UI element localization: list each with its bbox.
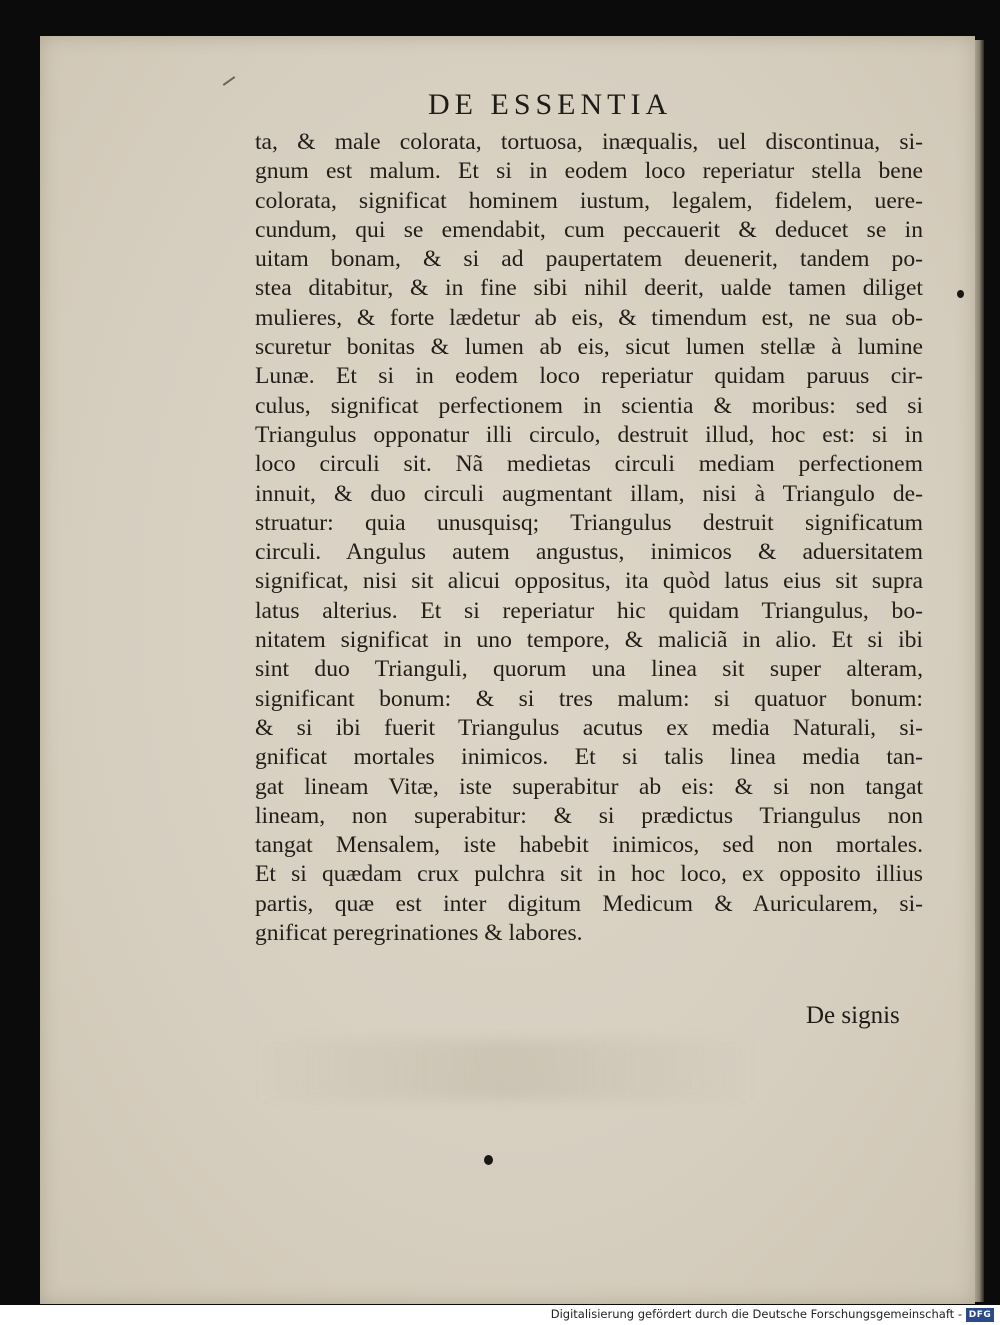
text-line: partis, quæ est inter digitum Medicum & Auricularem, si- (255, 890, 923, 917)
text-line: tangat Mensalem, iste habebit inimicos, sed non mortales. (255, 832, 923, 859)
text-line: mulieres, & forte lædetur ab eis, & timendum est, ne sua ob- (255, 304, 923, 331)
text-line: cundum, qui se emendabit, cum peccauerit & deducet se in (255, 216, 923, 243)
text-line: ta, & male colorata, tortuosa, inæqualis, uel discontinua, si- (255, 129, 923, 155)
text-line: latus alterius. Et si reperiatur hic quidam Triangulus, bo- (255, 597, 923, 624)
text-line: culus, significat perfectionem in scientia & moribus: sed si (255, 392, 923, 419)
text-line: gnificat mortales inimicos. Et si talis linea media tan- (255, 744, 923, 771)
text-line: significant bonum: & si tres malum: si quatuor bonum: (255, 685, 923, 712)
text-line: loco circuli sit. Nã medietas circuli mediam perfectionem (255, 451, 923, 478)
text-line: colorata, significat hominem iustum, legalem, fidelem, uere- (255, 187, 923, 214)
bottom-dot (484, 1155, 493, 1165)
text-line: gnum est malum. Et si in eodem loco reperiatur stella bene (255, 158, 923, 185)
running-head: DE ESSENTIA (428, 88, 673, 121)
text-line: uitam bonam, & si ad paupertatem deuenerit, tandem po- (255, 246, 923, 273)
text-line: scuretur bonitas & lumen ab eis, sicut lumen stellæ à lumine (255, 334, 923, 361)
show-through-bleed (255, 1040, 755, 1100)
text-line: gat lineam Vitæ, iste superabitur ab eis: & si non tangat (255, 773, 923, 800)
text-line: sint duo Trianguli, quorum una linea sit super alteram, (255, 656, 923, 683)
body-text (255, 128, 923, 948)
text-line: Et si quædam crux pulchra sit in hoc loco, ex opposito illius (255, 861, 923, 888)
dfg-logo: DFG (966, 1308, 994, 1322)
footer-bar (0, 1305, 1000, 1325)
text-line: innuit, & duo circuli augmentant illam, nisi à Triangulo de- (255, 480, 923, 507)
text-line: Lunæ. Et si in eodem loco reperiatur quidam paruus cir- (255, 363, 923, 390)
text-line: nitatem significat in uno tempore, & maliciã in alio. Et si ibi (255, 627, 923, 654)
text-line: struatur: quia unusquisq; Triangulus destruit significatum (255, 509, 923, 536)
text-line: circuli. Angulus autem angustus, inimicos & aduersitatem (255, 539, 923, 566)
margin-dot (957, 290, 964, 298)
footer-credit: Digitalisierung gefördert durch die Deutsche Forschungsgemeinschaft - (550, 1307, 962, 1321)
text-line: lineam, non superabitur: & si prædictus Triangulus non (255, 802, 923, 829)
catchword: De signis (806, 1002, 900, 1029)
text-line: Triangulus opponatur illi circulo, destruit illud, hoc est: si in (255, 421, 923, 448)
text-line: significat, nisi sit alicui oppositus, ita quòd latus eius sit supra (255, 568, 923, 595)
text-line: & si ibi fuerit Triangulus acutus ex media Naturali, si- (255, 714, 923, 741)
text-line: stea ditabitur, & in fine sibi nihil deerit, ualde tamen diliget (255, 275, 923, 302)
text-line: gnificat peregrinationes & labores. (255, 920, 583, 947)
